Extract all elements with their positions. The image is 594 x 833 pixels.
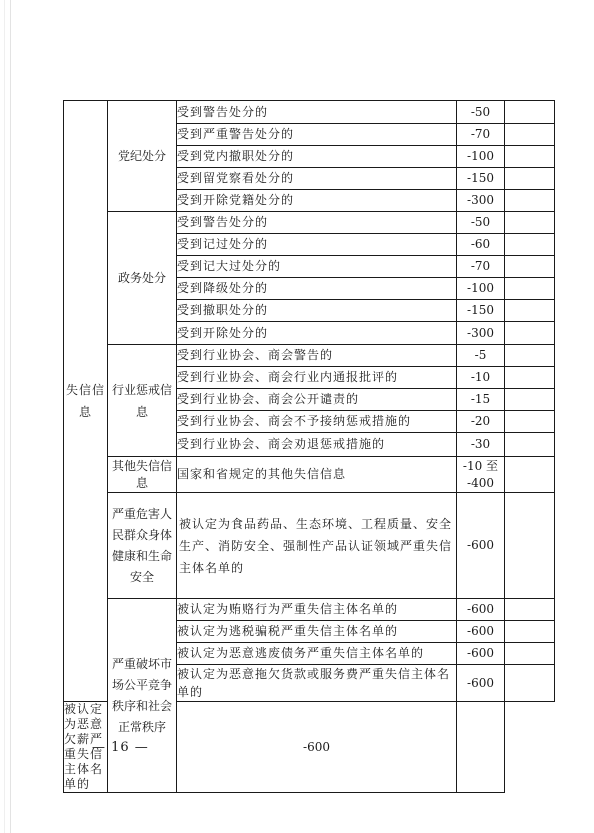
group-cell: 政务处分 xyxy=(108,212,177,345)
blank-cell xyxy=(505,278,555,300)
blank-cell xyxy=(505,322,555,345)
item-cell: 受到警告处分的 xyxy=(177,212,457,234)
score-cell: -300 xyxy=(457,322,505,345)
score-cell: -300 xyxy=(457,190,505,212)
blank-cell xyxy=(505,256,555,278)
blank-cell xyxy=(505,367,555,389)
item-cell: 被认定为恶意逃废债务严重失信主体名单的 xyxy=(177,643,457,665)
blank-cell xyxy=(505,411,555,433)
item-cell: 被认定为逃税骗税严重失信主体名单的 xyxy=(177,621,457,643)
blank-cell xyxy=(505,621,555,643)
item-cell: 受到党内撤职处分的 xyxy=(177,146,457,168)
item-cell: 受到开除处分的 xyxy=(177,322,457,345)
blank-cell xyxy=(505,168,555,190)
blank-cell xyxy=(505,389,555,411)
blank-cell xyxy=(505,457,555,493)
score-cell: -5 xyxy=(457,345,505,367)
table-row xyxy=(64,493,555,599)
item-cell: 受到降级处分的 xyxy=(177,278,457,300)
score-cell: -30 xyxy=(457,433,505,457)
group-cell: 行业惩戒信息 xyxy=(108,345,177,457)
score-cell: -15 xyxy=(457,389,505,411)
score-cell: -50 xyxy=(457,212,505,234)
score-cell: -600 xyxy=(457,621,505,643)
blank-cell xyxy=(505,146,555,168)
score-cell: -70 xyxy=(457,124,505,146)
score-cell: -70 xyxy=(457,256,505,278)
item-cell: 被认定为贿赂行为严重失信主体名单的 xyxy=(177,599,457,621)
item-cell: 受到严重警告处分的 xyxy=(177,124,457,146)
blank-cell xyxy=(505,212,555,234)
score-cell: -20 xyxy=(457,411,505,433)
score-cell: -150 xyxy=(457,168,505,190)
item-cell: 受到记大过处分的 xyxy=(177,256,457,278)
item-cell: 受到撤职处分的 xyxy=(177,300,457,322)
item-cell: 被认定为恶意拖欠货款或服务费严重失信主体名单的 xyxy=(177,665,457,702)
score-cell: -50 xyxy=(457,101,505,124)
table-row xyxy=(64,457,555,493)
item-cell: 受到行业协会、商会公开谴责的 xyxy=(177,389,457,411)
blank-cell xyxy=(457,702,505,793)
score-cell: -100 xyxy=(457,146,505,168)
score-cell: -10 xyxy=(457,367,505,389)
category-cell: 失信信息 xyxy=(64,101,108,702)
credit-deduction-table xyxy=(63,100,555,793)
blank-cell xyxy=(505,665,555,702)
score-cell: -60 xyxy=(457,234,505,256)
score-cell: -600 xyxy=(457,493,505,599)
score-cell: -600 xyxy=(457,643,505,665)
blank-cell xyxy=(505,101,555,124)
table-row xyxy=(64,345,555,367)
score-cell: -10 至 -400 xyxy=(457,457,505,493)
score-cell: -600 xyxy=(457,665,505,702)
score-cell: -600 xyxy=(177,702,457,793)
blank-cell xyxy=(505,433,555,457)
item-cell: 受到行业协会、商会不予接纳惩戒措施的 xyxy=(177,411,457,433)
score-cell: -100 xyxy=(457,278,505,300)
score-cell: -150 xyxy=(457,300,505,322)
blank-cell xyxy=(505,124,555,146)
blank-cell xyxy=(505,493,555,599)
group-cell: 党纪处分 xyxy=(108,101,177,212)
blank-cell xyxy=(505,643,555,665)
page-number: — 16 — xyxy=(92,740,149,755)
item-cell: 受到行业协会、商会行业内通报批评的 xyxy=(177,367,457,389)
item-cell: 国家和省规定的其他失信信息 xyxy=(177,457,457,493)
score-cell: -600 xyxy=(457,599,505,621)
item-cell: 被认定为食品药品、生态环境、工程质量、安全生产、消防安全、强制性产品认证领域严重失信主体名单的 xyxy=(177,493,457,599)
group-cell: 严重破坏市场公平竞争秩序和社会正常秩序 xyxy=(108,599,177,793)
item-cell: 受到警告处分的 xyxy=(177,101,457,124)
group-cell: 其他失信信息 xyxy=(108,457,177,493)
group-cell: 严重危害人民群众身体健康和生命安全 xyxy=(108,493,177,599)
blank-cell xyxy=(505,234,555,256)
item-cell: 受到行业协会、商会劝退惩戒措施的 xyxy=(177,433,457,457)
blank-cell xyxy=(505,345,555,367)
item-cell: 受到记过处分的 xyxy=(177,234,457,256)
table-row xyxy=(64,212,555,234)
item-cell: 被认定为恶意欠薪严重失信主体名单的 xyxy=(64,702,108,793)
blank-cell xyxy=(505,300,555,322)
table-row xyxy=(64,101,555,124)
table-row xyxy=(64,599,555,621)
item-cell: 受到开除党籍处分的 xyxy=(177,190,457,212)
item-cell: 受到行业协会、商会警告的 xyxy=(177,345,457,367)
blank-cell xyxy=(505,190,555,212)
item-cell: 受到留党察看处分的 xyxy=(177,168,457,190)
blank-cell xyxy=(505,599,555,621)
